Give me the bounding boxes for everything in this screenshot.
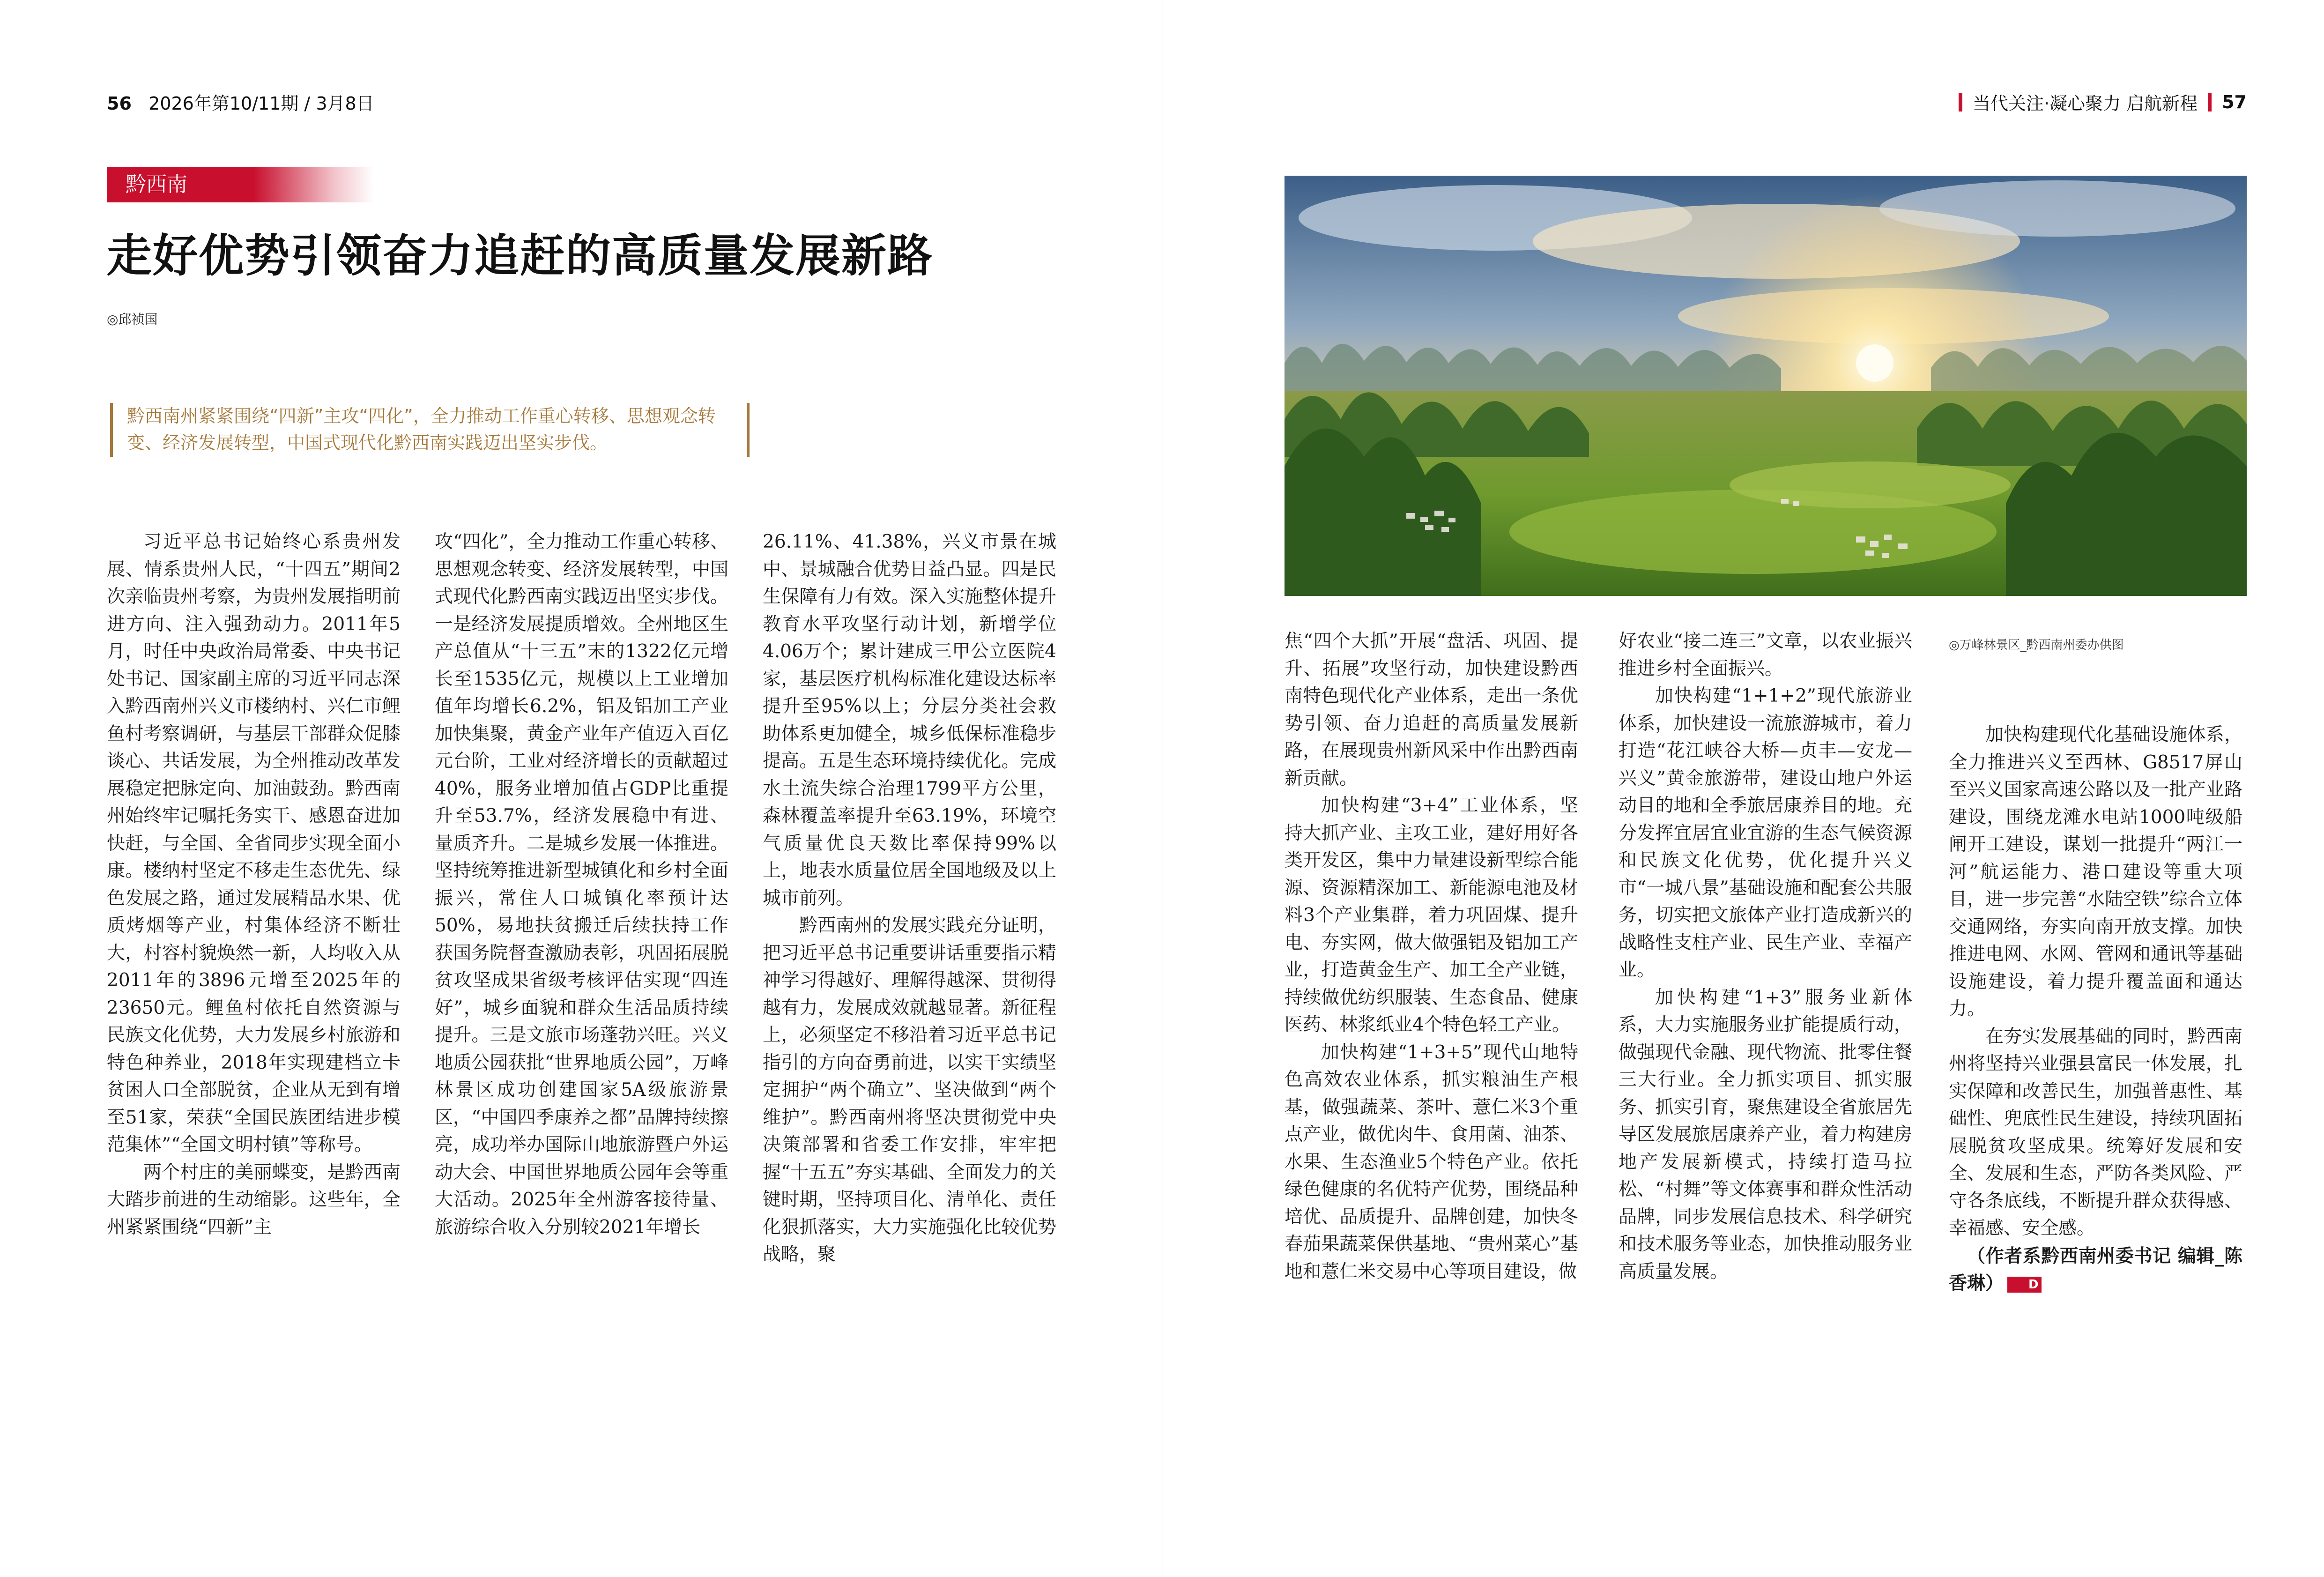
paragraph: 黔西南州的发展实践充分证明，把习近平总书记重要讲话重要指示精神学习得越好、理解得越深、贯彻得越有力，发展成效就越显著。新征程上，必须坚定不移沿着习近平总书记指引的方向奋勇前进，以实干实绩坚定拥护“两个确立”、坚决做到“两个维护”。黔西南州将坚决贯彻党中央决策部署和省委工作安排，牢牢把握“十五五”夯实基础、全面发力的关键时期，坚持项目化、清单化、责任化狠抓落实，大力实施强化比较优势战略，聚 bbox=[763, 915, 1056, 1265]
page-fold bbox=[1162, 0, 1163, 1577]
wanfenglin-landscape-photo bbox=[1285, 176, 2247, 596]
section-title: 当代关注·凝心聚力 启航新程 bbox=[1972, 93, 2198, 114]
abstract-text: 黔西南州紧紧围绕“四新”主攻“四化”，全力推动工作重心转移、思想观念转变、经济发展转型，中国式现代化黔西南实践迈出坚实步伐。 bbox=[127, 406, 716, 453]
end-mark: D bbox=[2007, 1277, 2042, 1293]
text-column-2 bbox=[435, 528, 728, 1241]
paragraph: 好农业“接二连三”文章，以农业振兴推进乡村全面振兴。 bbox=[1619, 631, 1912, 679]
paragraph: 加快构建现代化基础设施体系，全力推进兴义至西林、G8517屏山至兴义国家高速公路以及一批产业路建设，围绕龙滩水电站1000吨级船闸开工建设，谋划一批提升“两江一河”航运能力、港口建设等重大项目，进一步完善“水陆空铁”综合立体交通网络，夯实向南开放支撑。加快推进电网、水网、管网和通讯等基础设施建设，着力提升覆盖面和通达力。 bbox=[1949, 724, 2242, 1019]
issue-date: 2026年第10/11期 / 3月8日 bbox=[148, 93, 374, 114]
right-page-header bbox=[1959, 89, 2247, 115]
left-page-number: 56 bbox=[107, 93, 132, 114]
text-column-3 bbox=[763, 528, 1056, 1269]
signature-text: （作者系黔西南州委书记 编辑_陈香琳） bbox=[1949, 1245, 2242, 1294]
paragraph: 加快构建“1+3”服务业新体系，大力实施服务业扩能提质行动，做强现代金融、现代物流、批零住餐三大行业。全力抓实项目、抓实服务、抓实引育，聚焦建设全省旅居先导区发展旅居康养产业，着力构建房地产发展新模式，持续打造马拉松、“村舞”等文体赛事和群众性活动品牌，同步发展信息技术、科学研究和技术服务等业态，加快推动服务业高质量发展。 bbox=[1619, 987, 1912, 1282]
paragraph: 两个村庄的美丽蝶变，是黔西南大踏步前进的生动缩影。这些年，全州紧紧围绕“四新”主 bbox=[107, 1161, 401, 1238]
paragraph: 攻“四化”，全力推动工作重心转移、思想观念转变、经济发展转型，中国式现代化黔西南实践迈出坚实步伐。一是经济发展提质增效。全州地区生产总值从“十三五”末的1322亿元增长至1535亿元，规模以上工业增加值年均增长6.2%，铝及铝加工产业加快集聚，黄金产业年产值迈入百亿元台阶，工业对经济增长的贡献超过40%，服务业增加值占GDP比重提升至53.7%，经济发展稳中有进、量质齐升。二是城乡发展一体推进。坚持统筹推进新型城镇化和乡村全面振兴，常住人口城镇化率预计达50%，易地扶贫搬迁后续扶持工作获国务院督查激励表彰，巩固拓展脱贫攻坚成果省级考核评估实现“四连好”，城乡面貌和群众生活品质持续提升。三是文旅市场蓬勃兴旺。兴义地质公园获批“世界地质公园”，万峰林景区成功创建国家5A级旅游景区，“中国四季康养之都”品牌持续擦亮，成功举办国际山地旅游暨户外运动大会、中国世界地质公园年会等重大活动。2025年全州游客接待量、旅游综合收入分别较2021年增长 bbox=[435, 531, 728, 1238]
photo-caption: ◎万峰林景区_黔西南州委办供图 bbox=[1949, 638, 2124, 652]
left-page-header bbox=[107, 89, 374, 115]
author-note bbox=[1949, 1242, 2242, 1297]
paragraph: 加快构建“1+1+2”现代旅游业体系，加快建设一流旅游城市，着力打造“花江峡谷大桥—贞丰—安龙—兴义”黄金旅游带，建设山地户外运动目的地和全季旅居康养目的地。充分发挥宜居宜业宜游的生态气候资源和民族文化优势，优化提升兴义市“一城八景”基础设施和配套公共服务，切实把文旅体产业打造成新兴的战略性支柱产业、民生产业、幸福产业。 bbox=[1619, 685, 1912, 981]
article-abstract bbox=[110, 403, 750, 457]
abstract-left-rule bbox=[110, 403, 113, 457]
paragraph: 加快构建“3+4”工业体系，坚持大抓产业、主攻工业，建好用好各类开发区，集中力量建设新型综合能源、资源精深加工、新能源电池及材料3个产业集群，着力巩固煤、提升电、夯实网，做大做强铝及铝加工产业，打造黄金生产、加工全产业链，持续做优纺织服装、生态食品、健康医药、林浆纸业4个特色轻工产业。 bbox=[1285, 795, 1578, 1035]
right-page-number: 57 bbox=[2222, 91, 2247, 112]
header-red-bar bbox=[1959, 93, 1962, 112]
paragraph: 习近平总书记始终心系贵州发展、情系贵州人民，“十四五”期间2次亲临贵州考察，为贵州发展指明前进方向、注入强劲动力。2011年5月，时任中央政治局常委、中央书记处书记、国家副主席的习近平同志深入黔西南州兴义市楼纳村、兴仁市鲤鱼村考察调研，与基层干部群众促膝谈心、共话发展，为全州推动改革发展稳定把脉定向、加油鼓劲。黔西南州始终牢记嘱托务实干、感恩奋进加快赶，与全国、全省同步实现全面小康。楼纳村坚定不移走生态优先、绿色发展之路，通过发展精品水果、优质烤烟等产业，村集体经济不断壮大，村容村貌焕然一新，人均收入从2011年的3896元增至2025年的23650元。鲤鱼村依托自然资源与民族文化优势，大力发展乡村旅游和特色种养业，2018年实现建档立卡贫困人口全部脱贫，企业从无到有增至51家，荣获“全国民族团结进步模范集体”“全国文明村镇”等称号。 bbox=[107, 531, 401, 1155]
header-red-bar bbox=[2208, 93, 2212, 112]
paragraph: 焦“四个大抓”开展“盘活、巩固、提升、拓展”攻坚行动，加快建设黔西南特色现代化产业体系，走出一条优势引领、奋力追赶的高质量发展新路，在展现贵州新风采中作出黔西南新贡献。 bbox=[1285, 631, 1578, 789]
article-title: 走好优势引领奋力追赶的高质量发展新路 bbox=[107, 229, 933, 282]
text-column-1 bbox=[107, 528, 401, 1241]
paragraph: 加快构建“1+3+5”现代山地特色高效农业体系，抓实粮油生产根基，做强蔬菜、茶叶、薏仁米3个重点产业，做优肉牛、食用菌、油茶、水果、生态渔业5个特色产业。依托绿色健康的名优特产优势，围绕品种培优、品质提升、品牌创建，加快冬春茄果蔬菜保供基地、“贵州菜心”基地和薏仁米交易中心等项目建设，做 bbox=[1285, 1041, 1578, 1282]
author-byline: ◎邱祯国 bbox=[107, 312, 158, 327]
abstract-right-rule bbox=[747, 403, 750, 457]
text-column-6 bbox=[1949, 722, 2242, 1297]
text-column-5 bbox=[1619, 628, 1912, 1286]
paragraph: 26.11%、41.38%，兴义市景在城中、景城融合优势日益凸显。四是民生保障有力有效。深入实施整体提升教育水平攻坚行动计划，新增学位4.06万个；累计建成三甲公立医院4家，基层医疗机构标准化建设达标率提升至95%以上；分层分类社会救助体系更加健全，城乡低保标准稳步提高。五是生态环境持续优化。完成水土流失综合治理1799平方公里，森林覆盖率提升至63.19%，环境空气质量优良天数比率保持99%以上，地表水质量位居全国地级及以上城市前列。 bbox=[763, 531, 1056, 909]
text-column-4 bbox=[1285, 628, 1578, 1286]
region-tag: 黔西南 bbox=[107, 167, 374, 202]
paragraph: 在夯实发展基础的同时，黔西南州将坚持兴业强县富民一体发展，扎实保障和改善民生，加强普惠性、基础性、兜底性民生建设，持续巩固拓展脱贫攻坚成果。统筹好发展和安全、发展和生态，严防各类风险、严守各条底线，不断提升群众获得感、幸福感、安全感。 bbox=[1949, 1026, 2242, 1239]
